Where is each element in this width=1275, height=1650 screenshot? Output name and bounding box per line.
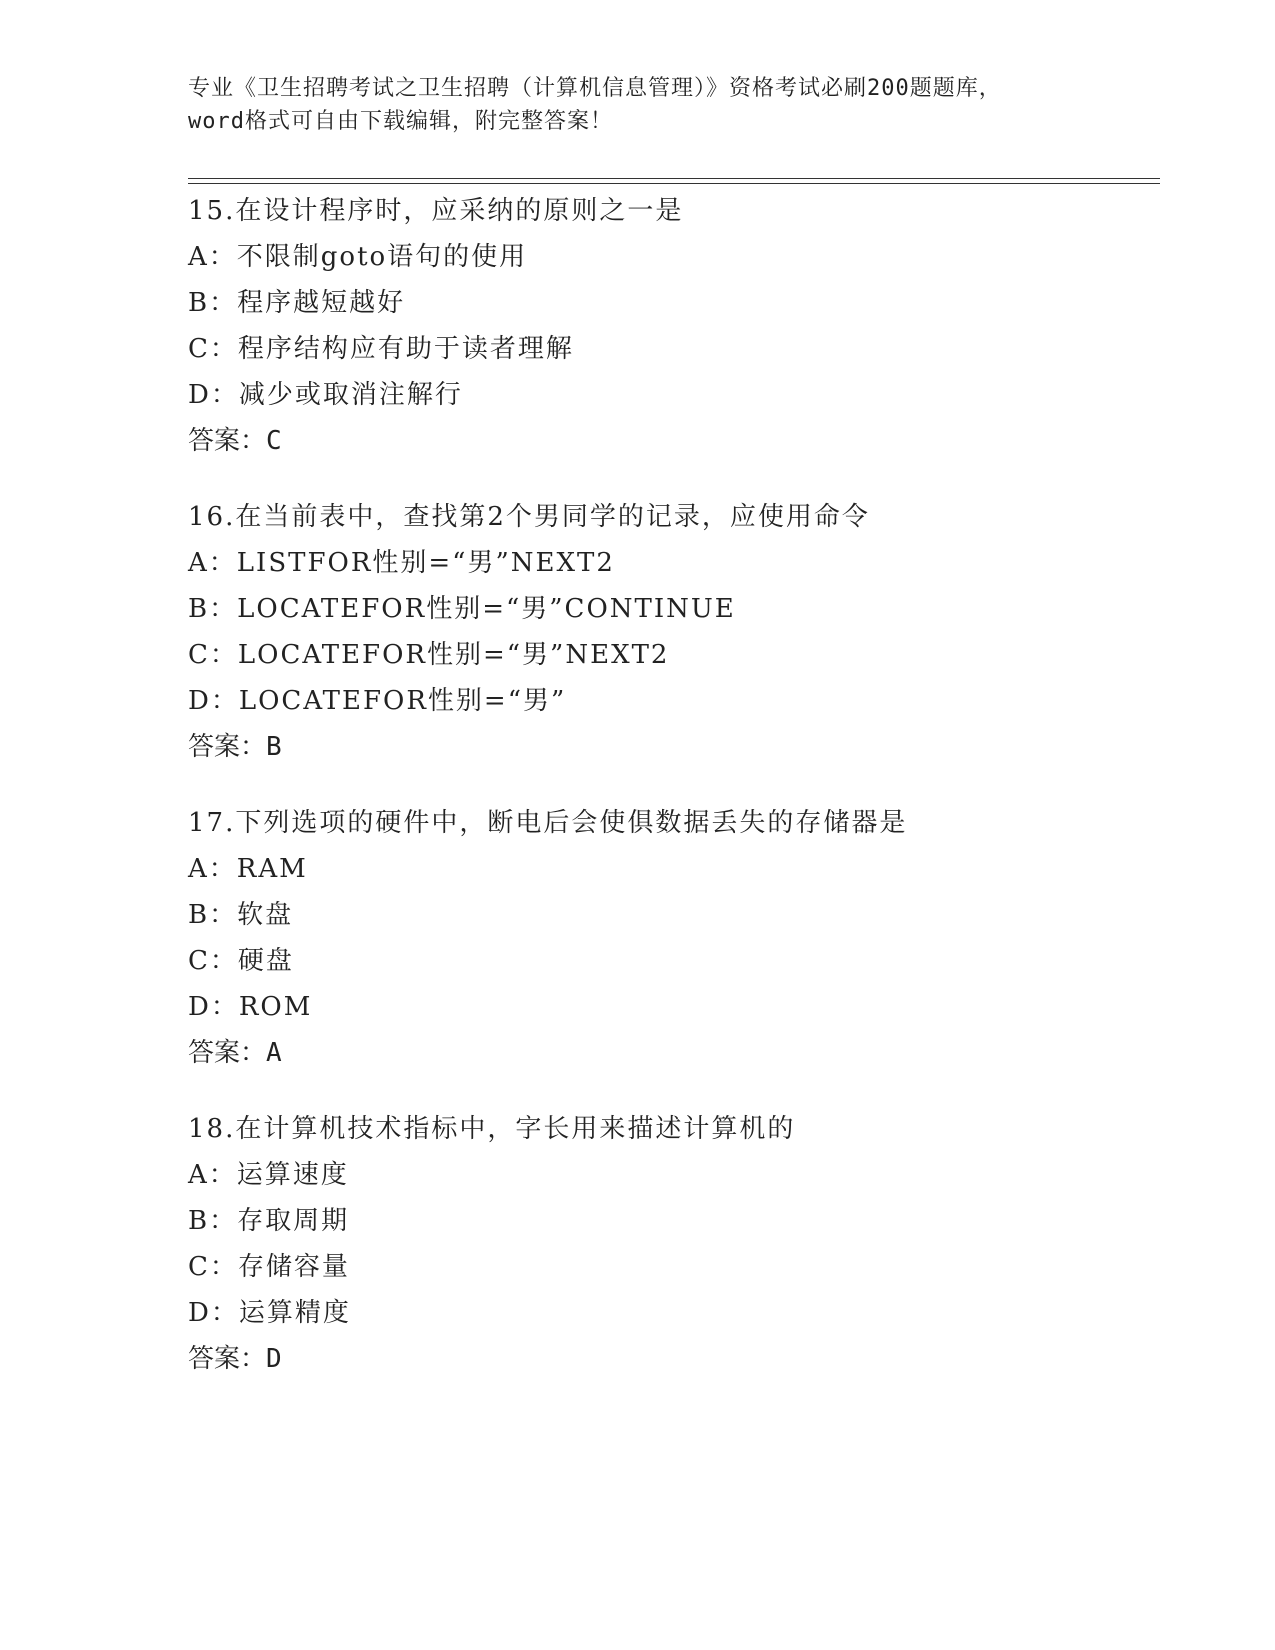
question-17 <box>188 800 1188 1076</box>
question-title: 18.在计算机技术指标中，字长用来描述计算机的 <box>188 1114 796 1144</box>
question-title: 15.在设计程序时，应采纳的原则之一是 <box>188 196 684 226</box>
answer-line <box>188 724 1188 770</box>
answer-line <box>188 1336 1188 1382</box>
option-b: B：LOCATEFOR性别=“男”CONTINUE <box>188 594 736 624</box>
option-a: A：运算速度 <box>188 1160 349 1190</box>
answer-line <box>188 418 1188 464</box>
answer-value: C <box>266 426 282 456</box>
option-a: A：不限制goto语句的使用 <box>188 242 528 272</box>
option-a: A：LISTFOR性别=“男”NEXT2 <box>188 548 615 578</box>
document-header <box>188 72 1088 138</box>
option-d: D：减少或取消注解行 <box>188 380 463 410</box>
option-d: D：ROM <box>188 992 313 1022</box>
option-a: A：RAM <box>188 854 308 884</box>
answer-value: A <box>266 1038 282 1068</box>
answer-label: 答案： <box>188 426 267 456</box>
option-c: C：LOCATEFOR性别=“男”NEXT2 <box>188 640 670 670</box>
answer-label: 答案： <box>188 1038 267 1068</box>
option-c: C：存储容量 <box>188 1252 350 1282</box>
answer-value: B <box>266 732 282 762</box>
answer-label: 答案： <box>188 732 267 762</box>
question-18 <box>188 1106 1188 1382</box>
question-title: 17.下列选项的硬件中，断电后会使俱数据丢失的存储器是 <box>188 808 908 838</box>
option-b: B：程序越短越好 <box>188 288 406 318</box>
header-line-1: 专业《卫生招聘考试之卫生招聘（计算机信息管理）》资格考试必刷200题题库， <box>188 76 1002 101</box>
option-c: C：程序结构应有助于读者理解 <box>188 334 574 364</box>
answer-label: 答案： <box>188 1344 267 1374</box>
option-b: B：软盘 <box>188 900 294 930</box>
header-divider-bottom <box>188 183 1160 184</box>
question-15 <box>188 188 1188 464</box>
option-d: D：运算精度 <box>188 1298 351 1328</box>
header-line-2: word格式可自由下载编辑，附完整答案！ <box>188 109 613 134</box>
option-d: D：LOCATEFOR性别=“男” <box>188 686 567 716</box>
question-16 <box>188 494 1188 770</box>
header-divider-top <box>188 178 1160 179</box>
answer-line <box>188 1030 1188 1076</box>
option-c: C：硬盘 <box>188 946 294 976</box>
option-b: B：存取周期 <box>188 1206 350 1236</box>
answer-value: D <box>266 1344 282 1374</box>
question-title: 16.在当前表中，查找第2个男同学的记录，应使用命令 <box>188 502 870 532</box>
